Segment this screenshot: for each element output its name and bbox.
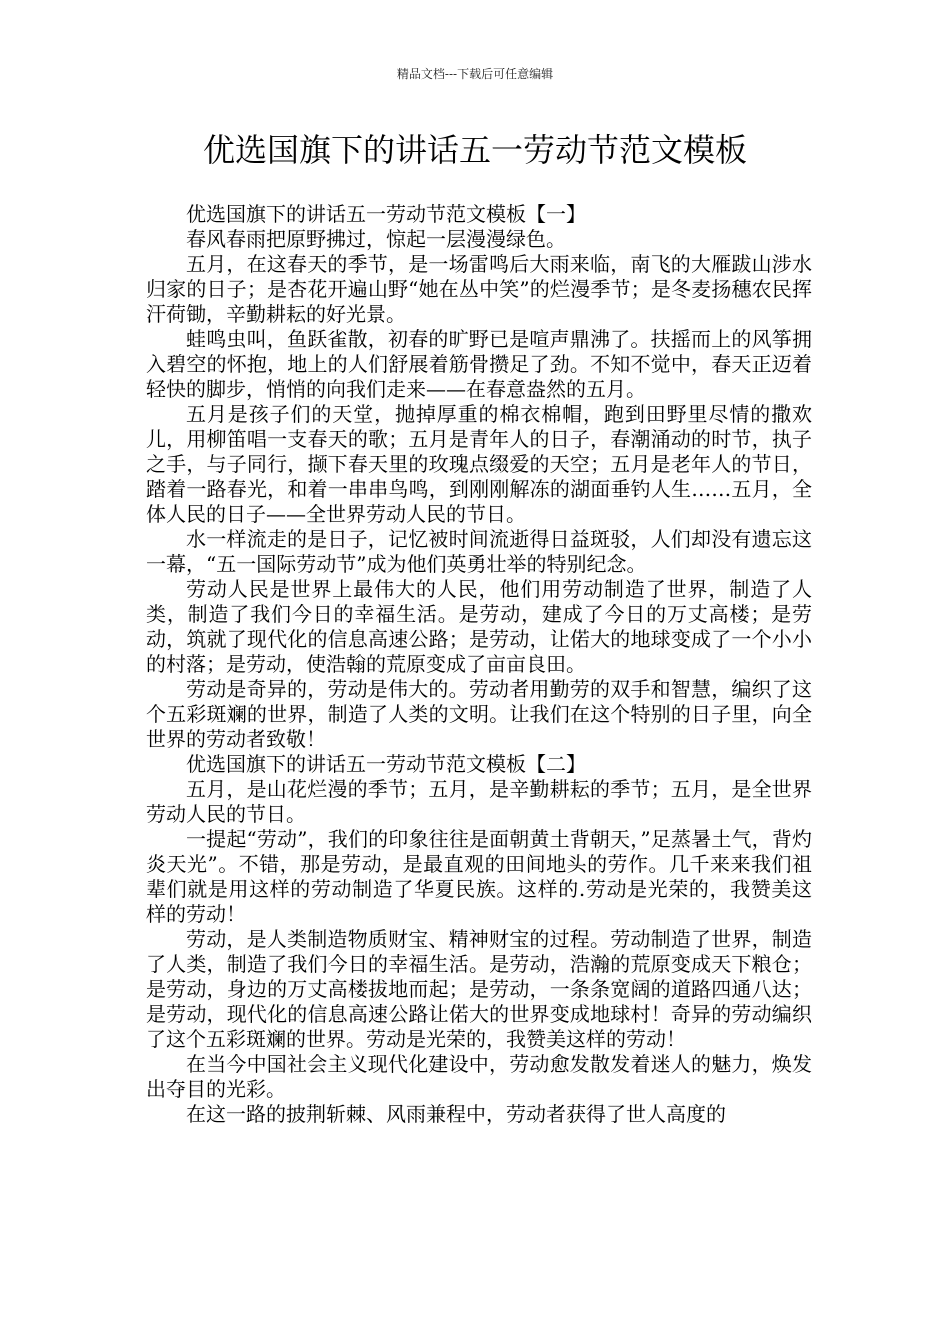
paragraph: 五月是孩子们的天堂，抛掉厚重的棉衣棉帽，跑到田野里尽情的撒欢儿，用柳笛唱一支春天的歌；五月是青年人的日子，春潮涌动的时节，执子之手，与子同行，撷下春天里的玫瑰点缀爱的天空；五月是老年人的节日，踏着一路春光，和着一串串鸟鸣，到刚刚解冻的湖面垂钓人生……五月，全体人民的日子——全世界劳动人民的节日。 (146, 402, 812, 526)
paragraph: 水一样流走的是日子，记忆被时间流逝得日益斑驳，人们却没有遗忘这一幕，“五一国际劳动节”成为他们英勇壮举的特别纪念。 (146, 527, 812, 576)
paragraph: 在当今中国社会主义现代化建设中，劳动愈发散发着迷人的魅力，焕发出夺目的光彩。 (146, 1052, 812, 1101)
paragraph: 五月，在这春天的季节，是一场雷鸣后大雨来临，南飞的大雁跋山涉水归家的日子；是杏花开遍山野“她在丛中笑”的烂漫季节；是冬麦扬穗农民挥汗荷锄，辛勤耕耘的好光景。 (146, 252, 812, 326)
paragraph: 蛙鸣虫叫，鱼跃雀散，初春的旷野已是喧声鼎沸了。扶摇而上的风筝拥入碧空的怀抱，地上的人们舒展着筋骨攒足了劲。不知不觉中，春天正迈着轻快的脚步，悄悄的向我们走来——在春意盎然的五月。 (146, 327, 812, 401)
section-heading-2: 优选国旗下的讲话五一劳动节范文模板【二】 (186, 752, 586, 776)
paragraph: 五月，是山花烂漫的季节；五月，是辛勤耕耘的季节；五月，是全世界劳动人民的节日。 (146, 777, 812, 826)
header-note: 精品文档---下载后可任意编辑 (396, 67, 554, 81)
document-title: 优选国旗下的讲话五一劳动节范文模板 (202, 131, 747, 169)
section-heading-1: 优选国旗下的讲话五一劳动节范文模板【一】 (186, 202, 586, 226)
paragraph: 劳动，是人类制造物质财宝、精神财宝的过程。劳动制造了世界，制造了人类，制造了我们今日的幸福生活。是劳动，浩瀚的荒原变成天下粮仓；是劳动，身边的万丈高楼拔地而起；是劳动，一条条宽阔的道路四通八达；是劳动，现代化的信息高速公路让偌大的世界变成地球村！奇异的劳动编织了这个五彩斑斓的世界。劳动是光荣的，我赞美这样的劳动！ (146, 927, 812, 1051)
paragraph: 一提起“劳动”，我们的印象往往是面朝黄土背朝天，”足蒸暑土气，背灼炎天光”。不错，那是劳动，是最直观的田间地头的劳作。几千来来我们祖辈们就是用这样的劳动制造了华夏民族。这样的.劳动是光荣的，我赞美这样的劳动！ (146, 827, 812, 926)
document-body (146, 202, 812, 1127)
paragraph: 在这一路的披荆斩棘、风雨兼程中，劳动者获得了世人高度的 (186, 1102, 726, 1126)
paragraph: 劳动是奇异的，劳动是伟大的。劳动者用勤劳的双手和智慧，编织了这个五彩斑斓的世界，制造了人类的文明。让我们在这个特别的日子里，向全世界的劳动者致敬！ (146, 677, 812, 751)
paragraph: 春风春雨把原野拂过，惊起一层漫漫绿色。 (186, 227, 566, 251)
paragraph: 劳动人民是世界上最伟大的人民，他们用劳动制造了世界，制造了人类，制造了我们今日的幸福生活。是劳动，建成了今日的万丈高楼；是劳动，筑就了现代化的信息高速公路；是劳动，让偌大的地球变成了一个小小的村落；是劳动，使浩翰的荒原变成了亩亩良田。 (146, 577, 812, 676)
